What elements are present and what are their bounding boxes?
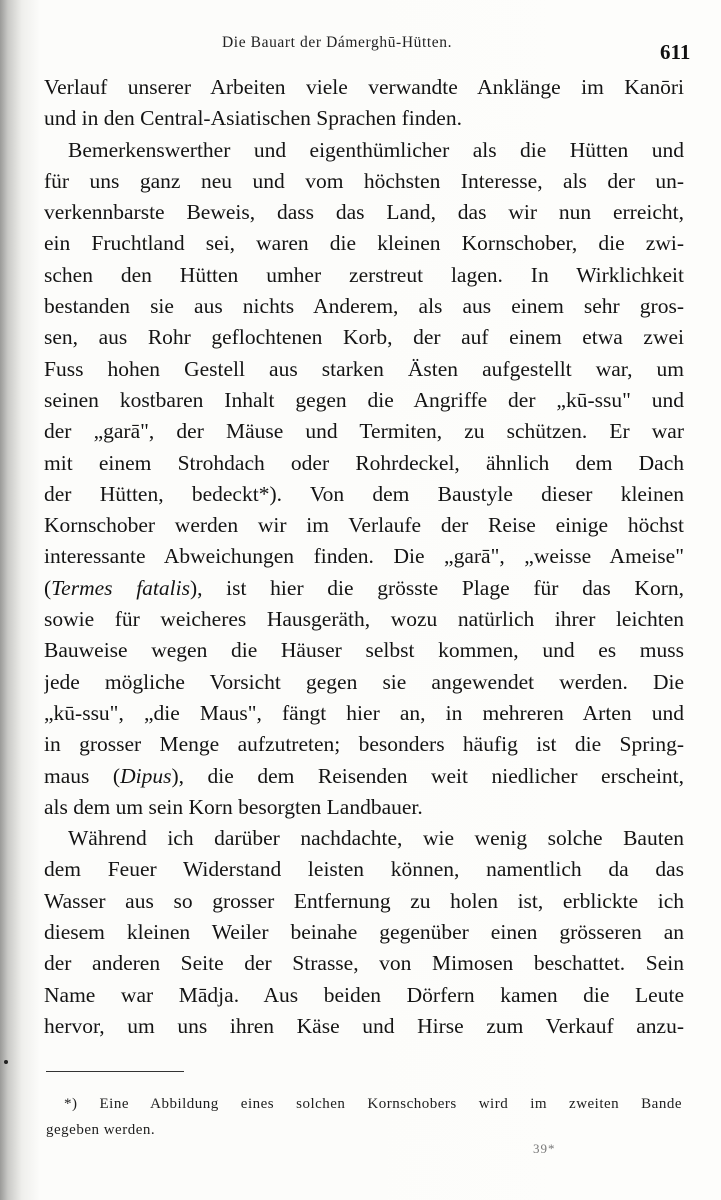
latin-term: Dipus <box>120 763 172 788</box>
running-head: Die Bauart der Dámerghū-Hütten. <box>222 34 453 51</box>
text-line: Bemerkenswerther und eigenthümlicher als die Hütten und <box>68 137 684 162</box>
body-text <box>44 72 684 1042</box>
text-line: als dem um sein Korn besorgten Landbauer. <box>44 794 423 819</box>
text-line: für uns ganz neu und vom höchsten Interesse, als der un- <box>44 168 684 193</box>
text-line: diesem kleinen Weiler beinahe gegenüber einen grösseren an <box>44 920 684 945</box>
text-line: seinen kostbaren Inhalt gegen die Angriffe der „kū-ssu" und <box>44 387 684 412</box>
text-line: der „garā", der Mäuse und Termiten, zu schützen. Er war <box>44 419 684 444</box>
text-line: Fuss hohen Gestell aus starken Ästen aufgestellt war, um <box>44 356 684 381</box>
text-line: dem Feuer Widerstand leisten können, namentlich da das <box>44 857 684 882</box>
text-line: Bauweise wegen die Häuser selbst kommen, und es muss <box>44 638 684 663</box>
text-line: und in den Central-Asiatischen Sprachen finden. <box>44 106 462 131</box>
text-line: Kornschober werden wir im Verlaufe der Reise einige höchst <box>44 513 684 538</box>
text-line: (Termes fatalis), ist hier die grösste Plage für das Korn, <box>44 575 684 600</box>
text-line: Name war Mādja. Aus beiden Dörfern kamen die Leute <box>44 982 684 1007</box>
footnote-line: gegeben werden. <box>46 1122 156 1138</box>
text-line: sowie für weicheres Hausgeräth, wozu natürlich ihrer leichten <box>44 607 684 632</box>
text-line: der Hütten, bedeckt*). Von dem Baustyle dieser kleinen <box>44 481 684 506</box>
latin-term: Termes fatalis <box>51 575 190 600</box>
text-line: „kū-ssu", „die Maus", fängt hier an, in mehreren Arten und <box>44 700 684 725</box>
text-line: Während ich darüber nachdachte, wie wenig solche Bauten <box>68 826 684 851</box>
footnote-line: *) Eine Abbildung eines solchen Kornschobers wird im zweiten Bande <box>64 1096 682 1112</box>
text-line: verkennbarste Beweis, dass das Land, das wir nun erreicht, <box>44 200 684 225</box>
text-line: interessante Abweichungen finden. Die „garā", „weisse Ameise" <box>44 544 684 569</box>
text-line: bestanden sie aus nichts Anderem, als aus einem sehr gros- <box>44 294 684 319</box>
footnote-divider <box>46 1071 184 1072</box>
page-number: 611 <box>660 40 691 64</box>
text-line: in grosser Menge aufzutreten; besonders häufig ist die Spring- <box>44 732 684 757</box>
text-line: maus (Dipus), die dem Reisenden weit niedlicher erscheint, <box>44 763 684 788</box>
text-line: Wasser aus so grosser Entfernung zu holen ist, erblickte ich <box>44 888 684 913</box>
text-line: hervor, um uns ihren Käse und Hirse zum Verkauf anzu- <box>44 1013 684 1038</box>
text-line: sen, aus Rohr geflochtenen Korb, der auf einem etwa zwei <box>44 325 684 350</box>
text-line: der anderen Seite der Strasse, von Mimosen beschattet. Sein <box>44 951 684 976</box>
text-line: ein Fruchtland sei, waren die kleinen Kornschober, die zwi- <box>44 231 684 256</box>
text-line: schen den Hütten umher zerstreut lagen. In Wirklichkeit <box>44 262 684 287</box>
margin-speck <box>4 1060 8 1064</box>
text-line: jede mögliche Vorsicht gegen sie angewendet werden. Die <box>44 669 684 694</box>
text-line: Verlauf unserer Arbeiten viele verwandte Anklänge im Kanōri <box>44 75 684 99</box>
printer-signature: 39* <box>533 1141 556 1156</box>
footnote <box>46 1091 682 1143</box>
text-line: mit einem Strohdach oder Rohrdeckel, ähnlich dem Dach <box>44 450 684 475</box>
